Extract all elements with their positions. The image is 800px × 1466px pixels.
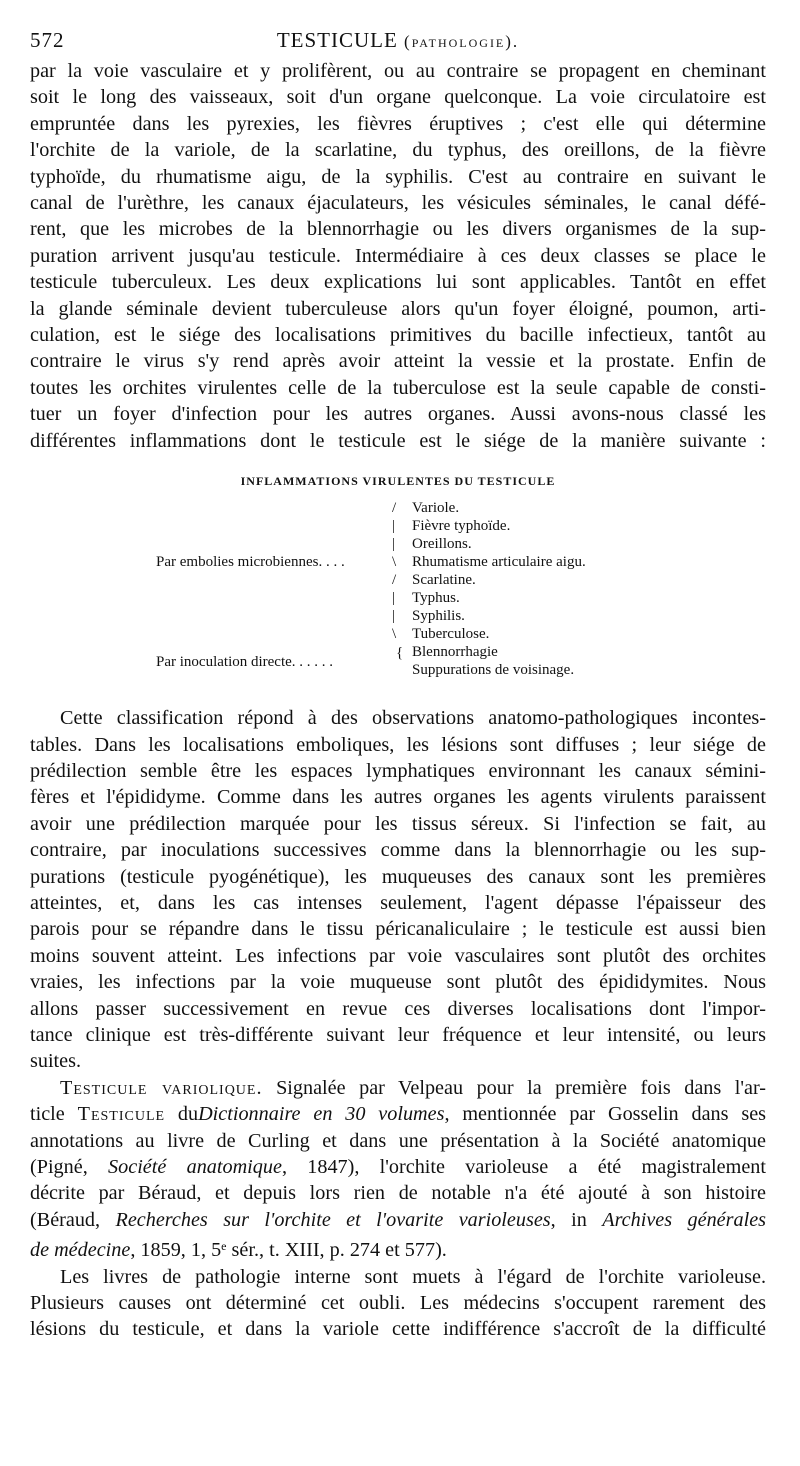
paragraph-4 xyxy=(30,1264,766,1343)
text-run: de médecine xyxy=(30,1239,131,1262)
text-run: Signalée par Velpeau pour la première fois dans l'ar- xyxy=(276,1076,767,1099)
text-run: Dictionnaire en 30 volumes xyxy=(198,1103,445,1126)
text-line: Plusieurs causes ont déterminé cet oubli. Les médecins s'occupent rarement des xyxy=(30,1292,766,1315)
text-line: contraire, par inoculations successives comme dans la blennorrhagie ou les sup- xyxy=(30,839,766,862)
page-number: 572 xyxy=(30,28,65,52)
text-line xyxy=(30,1075,766,1101)
brace-icon: / | | \ / | | \ xyxy=(392,500,397,643)
text-line: puration arrivent jusqu'au testicule. Intermédiaire à ces deux classes se place le xyxy=(30,244,766,267)
list-item: Typhus. xyxy=(412,590,460,607)
paragraph-1 xyxy=(30,58,766,454)
text-line xyxy=(30,1154,766,1180)
text-line: décrite par Béraud, et depuis lors rien de notable n'a été ajouté à son histoire xyxy=(30,1182,766,1205)
text-run: Société anatomique xyxy=(108,1156,282,1178)
list-item: Blennorrhagie xyxy=(412,644,498,661)
text-line: tables. Dans les localisations emboliques, les lésions sont diffuses ; leur siége de xyxy=(30,733,766,756)
text-line: tuer un foyer d'infection pour les autres organes. Aussi avons-nous classé les xyxy=(30,403,766,426)
text-line: rent, que les microbes de la blennorrhagie ou les divers organismes de la sup- xyxy=(30,218,766,241)
group-inoculation-list xyxy=(412,643,574,679)
text-line: toutes les orchites virulentes celle de la tuberculose est la seule capable de consti- xyxy=(30,376,766,399)
list-item: Scarlatine. xyxy=(412,572,476,589)
list-item: Oreillons. xyxy=(412,536,472,553)
text-line: avoir une prédilection marquée pour les tissus séreux. Si l'infection se fait, au xyxy=(30,812,766,835)
text-run: (Béraud, xyxy=(30,1208,101,1231)
text-line: typhoïde, du rhumatisme aigu, de la syphilis. C'est au contraire en suivant le xyxy=(30,165,766,188)
text-line: prédilection semble être les espaces lymphatiques environnant les canaux sémini- xyxy=(30,759,766,782)
text-line: lésions du testicule, et dans la variole cette indifférence s'accroît de la difficulté xyxy=(30,1318,766,1341)
text-run: e xyxy=(221,1239,227,1254)
text-line: vraies, les infections par la voie muqueuse sont plutôt des épididymites. Nous xyxy=(30,971,766,994)
classification-title: INFLAMMATIONS VIRULENTES DU TESTICULE xyxy=(240,474,556,489)
list-item: Variole. xyxy=(412,500,460,517)
text-line: culation, est le siége des localisations primitives du bacille infectieux, tantôt au xyxy=(30,324,766,347)
text-run: ticle xyxy=(30,1103,65,1126)
text-run: du xyxy=(177,1103,199,1126)
text-line: l'orchite de la variole, de la scarlatine, du typhus, des oreillons, de la fièvre xyxy=(30,139,766,162)
page xyxy=(30,28,766,1343)
list-item: Suppurations de voisinage. xyxy=(412,662,575,679)
text-line: Cette classification répond à des observations anatomo-pathologiques incontes- xyxy=(60,707,766,730)
text-line: la glande séminale devient tuberculeuse alors qu'un foyer éloigné, poumon, arti- xyxy=(30,297,766,320)
text-line: suites. xyxy=(30,1050,82,1073)
list-item: Syphilis. xyxy=(412,608,465,625)
text-line xyxy=(30,1207,766,1233)
text-line xyxy=(30,1233,766,1263)
text-run: sér., t. XIII, p. 274 et 577). xyxy=(226,1239,447,1262)
text-run: Testicule xyxy=(77,1103,166,1126)
text-line: contraire le virus s'y rend après avoir atteint la vessie et la prostate. Enfin de xyxy=(30,350,766,373)
text-line: fères et l'épididyme. Comme dans les autres organes les agents virulents paraissent xyxy=(30,786,766,809)
text-line: différentes inflammations dont le testicule est le siége de la manière suivante : xyxy=(30,429,766,452)
text-line: Les livres de pathologie interne sont muets à l'égard de l'orchite varioleuse. xyxy=(60,1265,766,1288)
text-line: allons passer successivement en revue ces diverses localisations dont l'impor- xyxy=(30,997,766,1020)
text-line: testicule tuberculeux. Les deux explications lui sont applicables. Tantôt en effet xyxy=(30,271,766,294)
text-line: purations (testicule pyogénétique), les muqueuses des canaux sont les premières xyxy=(30,865,766,888)
text-run: , 1859, 1, 5 xyxy=(130,1239,222,1262)
text-line: moins souvent atteint. Les infections par voie vasculaires sont plutôt des orchites xyxy=(30,944,766,967)
text-run: Recherches sur l'orchite et l'ovarite varioleuses xyxy=(115,1208,551,1231)
text-line: empruntée dans les pyrexies, les fièvres éruptives ; c'est elle qui détermine xyxy=(30,112,766,135)
running-header xyxy=(30,28,766,58)
list-item: Fièvre typhoïde. xyxy=(412,518,511,535)
text-line: tance clinique est très-différente suivant leur fréquence et leur intensité, ou leurs xyxy=(30,1023,766,1046)
running-title: TESTICULE xyxy=(276,28,398,52)
group-inoculation-label: Par inoculation directe. . . . . . xyxy=(156,654,334,671)
text-line: parois pour se répandre dans le tissu péricanaliculaire ; le testicule est aussi bien xyxy=(30,918,766,941)
text-line: canal de l'urèthre, les canaux éjaculateurs, les vésicules séminales, le canal défé- xyxy=(30,192,766,215)
list-item: Tuberculose. xyxy=(412,626,490,643)
running-subtitle: (pathologie). xyxy=(404,32,520,51)
classification-table xyxy=(30,499,766,689)
text-line xyxy=(30,1101,766,1127)
text-run: (Pigné, xyxy=(30,1156,88,1178)
list-item: Rhumatisme articulaire aigu. xyxy=(412,554,586,571)
text-line: soit le long des vaisseaux, soit d'un organe quelconque. La voie circulatoire est xyxy=(30,86,766,109)
text-run: Archives générales xyxy=(602,1208,767,1231)
brace-icon: { xyxy=(396,645,404,662)
text-line: atteintes, et, dans les cas intenses seulement, l'agent dépasse l'épaisseur des xyxy=(30,891,766,914)
text-line: par la voie vasculaire et y prolifèrent, ou au contraire se propagent en cheminant xyxy=(30,60,766,82)
section-heading: Testicule variolique. xyxy=(60,1076,263,1099)
group-embolies-label: Par embolies microbiennes. . . . xyxy=(156,554,345,571)
paragraph-2 xyxy=(30,705,766,1075)
text-line: annotations au livre de Curling et dans une présentation à la Société anatomique xyxy=(30,1129,766,1152)
group-embolies-list xyxy=(412,499,586,643)
text-run: , 1847), l'orchite varioleuse a été magistralement xyxy=(281,1156,766,1178)
paragraph-3 xyxy=(30,1075,766,1264)
text-run: , in xyxy=(550,1208,587,1231)
text-run: , mentionnée par Gosselin dans ses xyxy=(444,1103,767,1126)
